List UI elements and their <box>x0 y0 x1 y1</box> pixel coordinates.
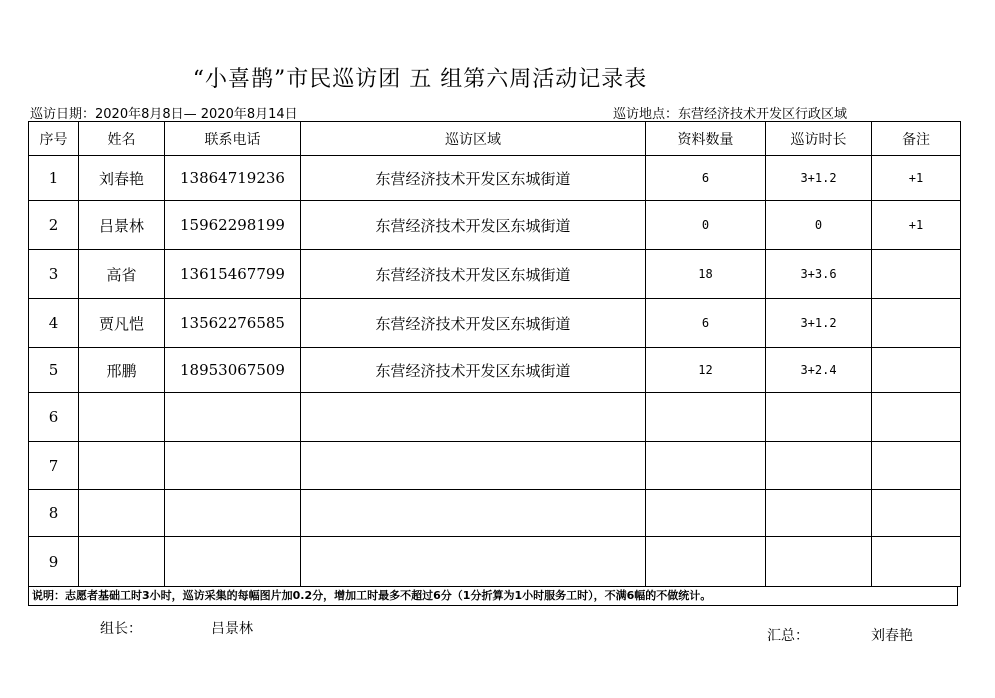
header-count: 资料数量 <box>646 122 766 156</box>
cell-index: 9 <box>29 537 79 587</box>
cell-count <box>646 537 766 587</box>
cell-index: 1 <box>29 156 79 201</box>
cell-count: 0 <box>646 201 766 250</box>
visit-period: 巡访日期：2020年8月8日— 2020年8月14日 <box>30 107 298 122</box>
cell-index: 4 <box>29 299 79 348</box>
cell-phone: 13864719236 <box>165 156 301 201</box>
cell-count: 18 <box>646 250 766 299</box>
cell-index: 3 <box>29 250 79 299</box>
cell-name <box>79 490 165 537</box>
leader-name: 吕景林 <box>211 621 253 637</box>
cell-duration <box>766 442 872 490</box>
cell-name <box>79 442 165 490</box>
cell-phone: 13562276585 <box>165 299 301 348</box>
cell-index: 8 <box>29 490 79 537</box>
cell-phone: 13615467799 <box>165 250 301 299</box>
cell-phone <box>165 442 301 490</box>
cell-name: 吕景林 <box>79 201 165 250</box>
cell-name: 贾凡恺 <box>79 299 165 348</box>
cell-name <box>79 537 165 587</box>
cell-duration: 3+1.2 <box>766 156 872 201</box>
cell-count: 6 <box>646 299 766 348</box>
cell-note: +1 <box>872 156 961 201</box>
cell-area: 东营经济技术开发区东城街道 <box>301 201 646 250</box>
table-row <box>29 156 961 201</box>
cell-note: +1 <box>872 201 961 250</box>
header-note: 备注 <box>872 122 961 156</box>
cell-duration: 3+1.2 <box>766 299 872 348</box>
table-row <box>29 201 961 250</box>
cell-phone: 18953067509 <box>165 348 301 393</box>
cell-duration: 0 <box>766 201 872 250</box>
table-row <box>29 348 961 393</box>
cell-count <box>646 393 766 442</box>
table-row <box>29 442 961 490</box>
cell-area: 东营经济技术开发区东城街道 <box>301 250 646 299</box>
cell-duration: 3+2.4 <box>766 348 872 393</box>
header-phone: 联系电话 <box>165 122 301 156</box>
cell-note <box>872 537 961 587</box>
header-duration: 巡访时长 <box>766 122 872 156</box>
cell-note <box>872 348 961 393</box>
cell-duration: 3+3.6 <box>766 250 872 299</box>
summary-label: 汇总： <box>767 628 809 644</box>
cell-index: 2 <box>29 201 79 250</box>
cell-note <box>872 299 961 348</box>
cell-index: 7 <box>29 442 79 490</box>
cell-index: 6 <box>29 393 79 442</box>
table-row <box>29 250 961 299</box>
cell-note <box>872 393 961 442</box>
cell-note <box>872 442 961 490</box>
cell-duration <box>766 490 872 537</box>
table-row <box>29 393 961 442</box>
cell-area <box>301 442 646 490</box>
cell-count <box>646 442 766 490</box>
header-index: 序号 <box>29 122 79 156</box>
cell-phone <box>165 490 301 537</box>
cell-area <box>301 490 646 537</box>
cell-duration <box>766 537 872 587</box>
visit-location: 巡访地点：东营经济技术开发区行政区域 <box>613 107 848 122</box>
cell-area <box>301 393 646 442</box>
cell-area <box>301 537 646 587</box>
cell-phone <box>165 537 301 587</box>
cell-note <box>872 490 961 537</box>
cell-name: 高省 <box>79 250 165 299</box>
table-row <box>29 537 961 587</box>
table-row <box>29 490 961 537</box>
cell-count <box>646 490 766 537</box>
header-row <box>29 122 961 156</box>
cell-count: 6 <box>646 156 766 201</box>
table-row <box>29 299 961 348</box>
footnote: 说明：志愿者基础工时3小时，巡访采集的每幅图片加0.2分，增加工时最多不超过6分（1分折算为1小时服务工时），不满6幅的不做统计。 <box>28 586 958 606</box>
cell-area: 东营经济技术开发区东城街道 <box>301 348 646 393</box>
cell-phone: 15962298199 <box>165 201 301 250</box>
summary-name: 刘春艳 <box>871 628 913 644</box>
cell-name <box>79 393 165 442</box>
cell-index: 5 <box>29 348 79 393</box>
cell-phone <box>165 393 301 442</box>
cell-area: 东营经济技术开发区东城街道 <box>301 299 646 348</box>
header-area: 巡访区域 <box>301 122 646 156</box>
page-title: “小喜鹊”市民巡访团 五 组第六周活动记录表 <box>192 67 648 92</box>
leader-label: 组长： <box>100 621 142 637</box>
cell-duration <box>766 393 872 442</box>
cell-note <box>872 250 961 299</box>
cell-name: 邢鹏 <box>79 348 165 393</box>
cell-name: 刘春艳 <box>79 156 165 201</box>
cell-count: 12 <box>646 348 766 393</box>
cell-area: 东营经济技术开发区东城街道 <box>301 156 646 201</box>
record-table <box>28 121 961 587</box>
header-name: 姓名 <box>79 122 165 156</box>
